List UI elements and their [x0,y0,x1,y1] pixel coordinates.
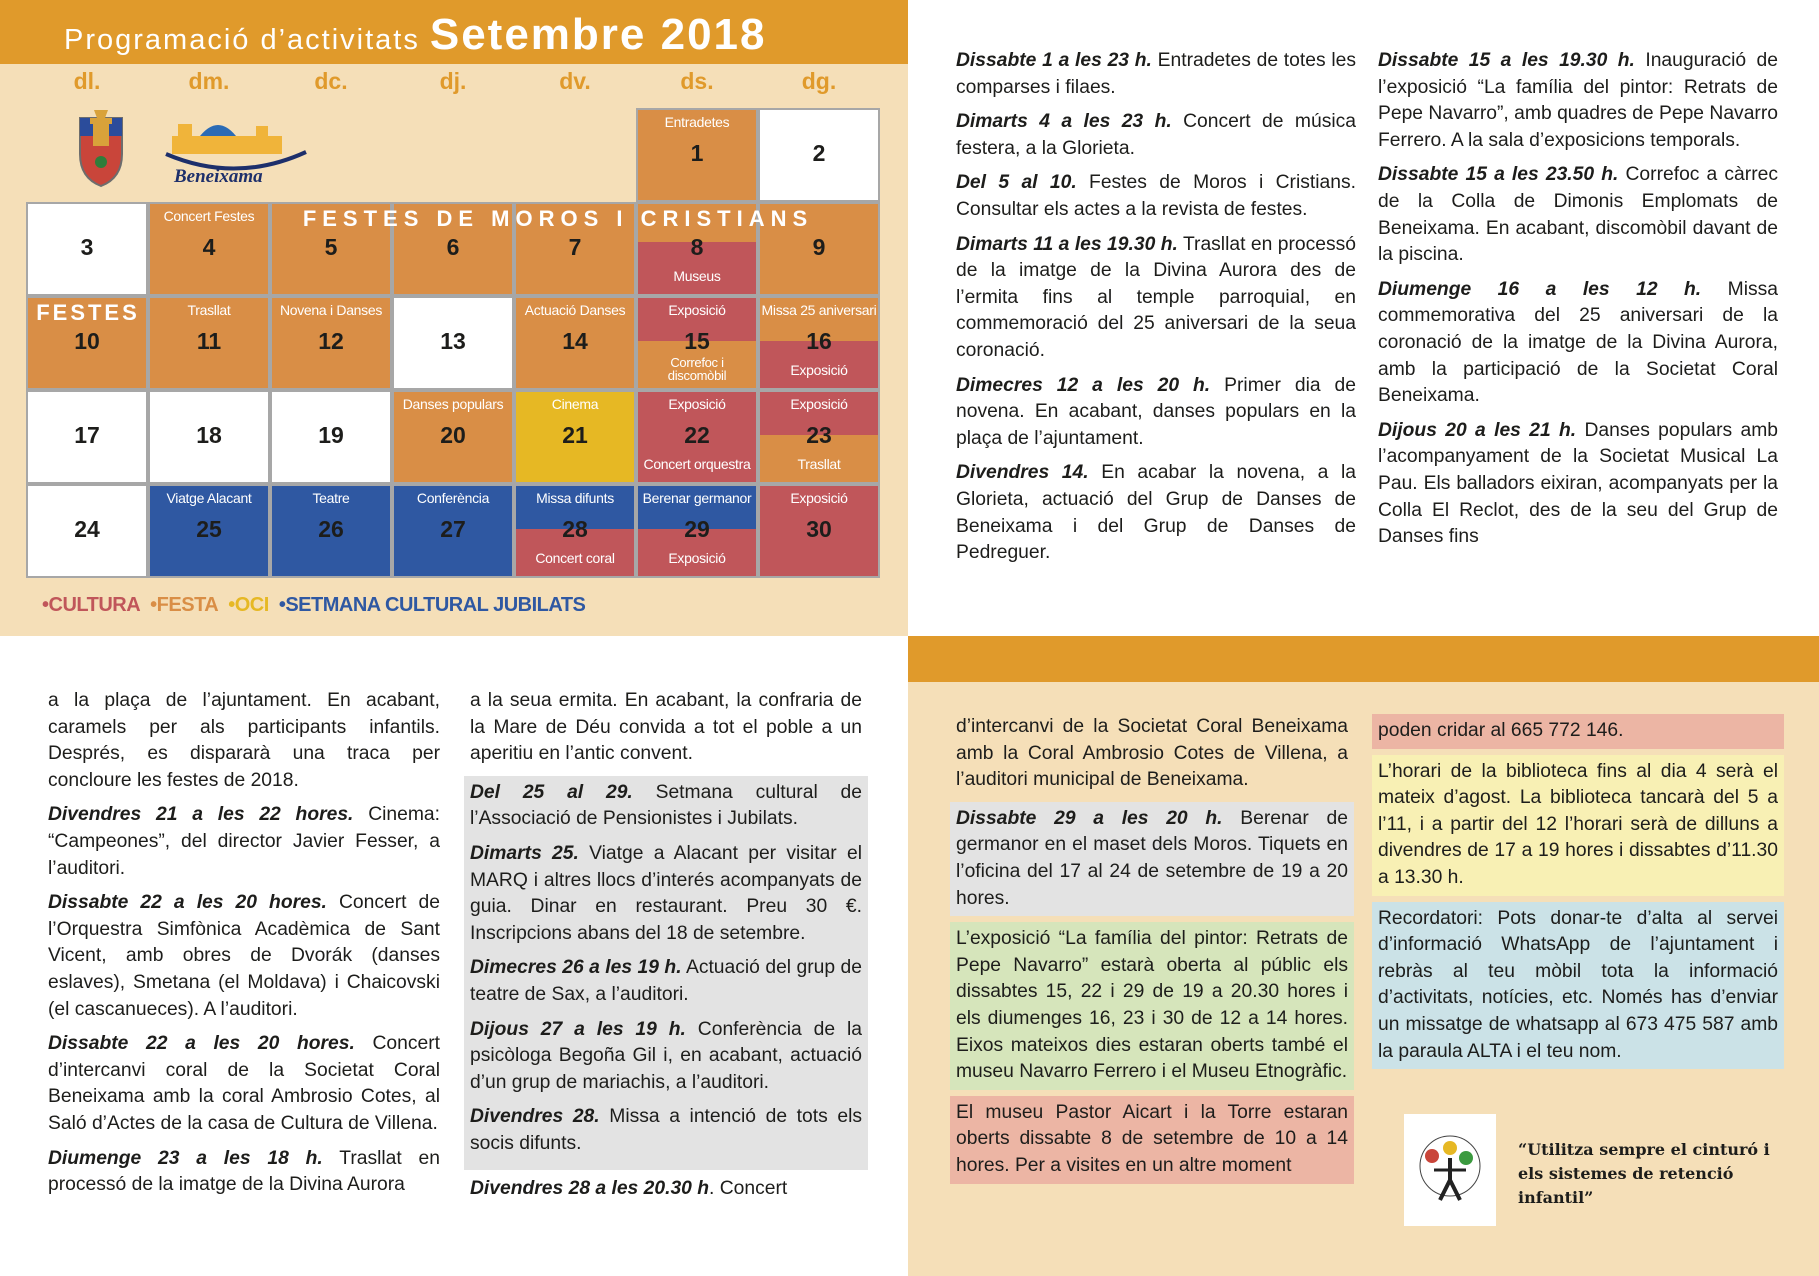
day-number: 17 [74,422,100,448]
whatsapp-box: Recordatori: Pots donar-te d’alta al servei d’informació WhatsApp de l’ajuntament i rebràs al teu mòbil tota la informació d’activitats, notícies, etc. Només has d’enviar un missatge de whatsapp al 673 475 587 amb la paraula ALTA i el teu nom. [1372,902,1784,1070]
event-date: Dimarts 4 a les 23 h. [956,111,1172,133]
event-text: Cinema: “Campeones”, del director Javier Fesser, a l’auditori. [48,804,440,879]
calendar-day-3 [26,202,148,296]
event-label-top: Cinema [551,396,599,412]
program-panel-top [908,0,1819,636]
day-number: 7 [568,234,582,260]
events-column-2 [1378,48,1778,559]
day-number: 20 [440,422,466,448]
event-label-top: Conferència [416,490,490,506]
events-column-1 [956,48,1356,575]
calendar-day-1 [636,108,758,202]
day-number: 22 [684,422,710,448]
calendar-panel [0,0,908,636]
day-number: 5 [324,234,338,260]
event-paragraph [48,1146,440,1199]
calendar-day-19 [270,390,392,484]
event-date: Dissabte 22 a les 20 hores. [48,892,327,914]
event-text: Concert d’intercanvi coral de la Societat Coral Beneixama amb la coral Ambrosio Cotes, al Saló d’Actes de la casa de Cultura de Villena. [48,1033,440,1134]
day-of-week-label: ds. [680,68,714,94]
event-label-top: Exposició [668,396,726,412]
day-number: 11 [196,328,222,354]
calendar-day-10 [26,296,148,390]
event-text: Conferència de la psicòloga Begoña Gil i, en acabant, actuació d’un grup de mariachis, a l’auditori. [470,1018,862,1093]
event-text: Entradetes de totes les comparses i filaes. [956,50,1356,98]
event-date: Del 25 al 29. [470,781,633,803]
calendar-day-11 [148,296,270,390]
calendar-day-15 [636,296,758,390]
calendar-day-25 [148,484,270,578]
event-paragraph [470,841,862,947]
event-paragraph [1378,162,1778,268]
day-number: 28 [562,516,588,542]
event-label-top: Missa 25 aniversari [761,302,877,318]
day-of-week-label: dg. [801,68,837,94]
event-paragraph [956,373,1356,453]
program-panel-bottom-left [0,636,908,1276]
event-label-top: Exposició [790,490,848,506]
event-paragraph [956,232,1356,365]
day-number: 3 [80,234,94,260]
events-column-4 [470,688,862,1210]
day-number: 16 [806,328,832,354]
event-label-bottom: Exposició [668,550,726,566]
event-paragraph [1378,277,1778,410]
event-text: Danses populars amb l’acompanyament de la Societat Musical La Pau. Els balladors eixiran, acompanyats per la Colla El Reclot, des de la seu del Grup de Danses fins [1378,419,1778,548]
event-paragraph [956,109,1356,162]
event-label-top: Viatge Alacant [166,490,252,506]
event-paragraph [470,1017,862,1097]
calendar-day-2 [758,108,880,202]
day-number: 15 [684,328,710,354]
event-paragraph [956,460,1356,566]
event-label-bottom: Trasllat [797,456,841,472]
day-number: 24 [74,516,100,542]
event-text: Missa commemorativa del 25 aniversari de la coronació de la imatge de la Divina Aurora, amb la participació de la Societat Coral Beneixama. [1378,278,1779,407]
day-number: 21 [562,422,588,448]
calendar-day-17 [26,390,148,484]
event-label-bottom: Concert orquestra [643,456,751,472]
event-paragraph [956,170,1356,223]
event-paragraph [956,48,1356,101]
day-number: 19 [318,422,344,448]
event-label-top: Exposició [790,396,848,412]
logos [70,108,340,198]
day-of-week-label: dm. [188,68,230,94]
coat-of-arms-icon [80,110,122,186]
event-label-bottom: Exposició [790,362,848,378]
day-number: 30 [806,516,832,542]
events-column-3 [48,688,440,1207]
exposicio-box: L’exposició “La família del pintor: Retrats de Pepe Navarro” estarà oberta al públic els dissabtes 15, 22 i 29 de 19 a 20.30 hores i els diumenges 16, 23 i 30 de 12 a 14 hores. Eixos mateixos dies estaran oberts també el museu Navarro Ferrero i el Museu Etnogràfic. [950,922,1354,1090]
calendar-day-27 [392,484,514,578]
event-date: Dissabte 15 a les 23.50 h. [1378,164,1619,186]
event-text: En acabar la novena, a la Glorieta, actuació del Grup de Danses de Beneixama i del Grup de Danses de Pedreguer. [956,462,1356,564]
day-number: 2 [812,140,826,166]
phone-box: poden cridar al 665 772 146. [1372,714,1784,749]
day-number: 1 [690,140,704,166]
calendar-day-20 [392,390,514,484]
calendar-day-29 [636,484,758,578]
event-label-bottom: Concert coral [535,550,615,566]
day-number: 10 [74,328,100,354]
event-text: Setmana cultural de l’Associació de Pensionistes i Jubilats. [470,781,862,830]
event-date: Dissabte 22 a les 20 hores. [48,1033,355,1055]
event-label-bottom: Museus [673,268,721,284]
calendar-day-26 [270,484,392,578]
event-label-top: Exposició [668,302,726,318]
event-date: Dissabte 15 a les 19.30 h. [1378,50,1635,71]
day-number: 14 [562,328,588,354]
legend [42,594,595,617]
seguridad-vial-icon [1404,1114,1496,1226]
event-date: Dimecres 26 a les 19 h. [470,957,682,979]
calendar-day-23 [758,390,880,484]
calendar-day-30 [758,484,880,578]
event-label-top: Danses populars [402,396,504,412]
events-column-5 [956,714,1348,1190]
event-label-top: Actuació Danses [524,302,626,318]
orange-bar [908,636,1819,682]
event-label-top: Missa difunts [536,490,614,506]
day-number: 13 [440,328,466,354]
event-paragraph [1378,418,1778,551]
event-date: Divendres 28. [470,1106,600,1128]
calendar-day-12 [270,296,392,390]
berenar-box [950,802,1354,916]
event-label-bottom: Correfoc i discomòbil [667,355,727,383]
event-label-top: Concert Festes [163,208,255,224]
event-text: Festes de Moros i Cristians. Consultar els actes a la revista de festes. [956,172,1356,220]
event-paragraph [470,955,862,1008]
title-month: Setembre 2018 [429,10,767,59]
day-number: 18 [196,422,222,448]
event-text: Concert de música festera, a la Glorieta. [956,111,1356,159]
event-date: Dijous 27 a les 19 h. [470,1018,686,1040]
event-paragraph [48,890,440,1023]
event-label-top: Berenar germanor [642,490,752,506]
day-number: 9 [812,234,826,260]
event-paragraph [48,1031,440,1137]
legend-item: •SETMANA CULTURAL JUBILATS [278,594,586,616]
event-text: Correfoc a càrrec de la Colla de Dimonis Emplomats de Beneixama. En acabant, discomòbil davant de la piscina. [1378,164,1778,266]
event-date: Dimecres 12 a les 20 h. [956,374,1211,396]
event-text: Primer dia de novena. En acabant, danses populars en la plaça de l’ajuntament. [956,374,1356,449]
day-number: 29 [684,516,710,542]
museu-box: El museu Pastor Aicart i la Torre estaran oberts dissabte 8 de setembre de 10 a 14 hores. Per a visites en un altre moment [950,1096,1354,1184]
event-label-top: Trasllat [187,302,231,318]
day-of-week-label: dj. [439,68,467,94]
event-label-top: Teatre [312,490,350,506]
calendar-day-13 [392,296,514,390]
day-number: 25 [196,516,222,542]
day-number: 23 [806,422,832,448]
event-text: a la plaça de l’ajuntament. En acabant, caramels per als participants infantils. Després, es dispararà una traca per concloure les festes de 2018. [48,690,440,791]
paragraph: d’intercanvi de la Societat Coral Beneixama amb la Coral Ambrosio Cotes de Villena, a l’auditori municipal de Beneixama. [956,716,1348,791]
day-number: 12 [318,328,344,354]
day-number: 6 [446,234,460,260]
calendar-day-16 [758,296,880,390]
legend-item: •OCI [228,594,269,616]
festes-banner: FESTES DE MOROS I CRISTIANS [302,206,814,231]
svg-text:Beneixama: Beneixama [174,166,263,187]
safety-quote: “Utilitza sempre el cinturó i els sistemes de retenció infantil” [1518,1140,1770,1207]
header-bar [0,0,908,64]
event-paragraph [48,802,440,882]
event-text: . Concert [709,1177,788,1199]
event-text: Berenar de germanor en el maset dels Moros. Tiquets en l’oficina del 17 al 24 de setembre de 19 a 20 hores. [956,807,1348,909]
calendar-day-28 [514,484,636,578]
event-date: Divendres 14. [956,462,1089,484]
day-number: 4 [202,234,216,260]
biblioteca-box: L’horari de la biblioteca fins al dia 4 serà el mateix d’agost. La biblioteca tancarà del 5 a l’11, i a partir del 12 l’horari serà de dilluns a divendres de 17 a 19 hores i dissabtes d’11.30 a 13.30 h. [1372,755,1784,896]
paragraph: a la seua ermita. En acabant, la confraria de la Mare de Déu convida a tot el poble a un aperitiu en l’antic convent. [470,690,862,765]
event-date: Diumenge 16 a les 12 h. [1378,278,1702,300]
title-main: Programació d’activitats [64,24,420,56]
jubilats-box [464,776,868,1170]
event-label-top: Novena i Danses [279,302,383,318]
calendar-day-4 [148,202,270,296]
calendar-day-14 [514,296,636,390]
event-text: Actuació del grup de teatre de Sax, a l’auditori. [470,957,862,1005]
event-paragraph [470,1104,862,1157]
legend-item: •CULTURA [42,594,141,616]
calendar-day-24 [26,484,148,578]
event-date: Dissabte 1 a les 23 h. [956,50,1152,71]
page-title [64,10,767,60]
calendar-day-21 [514,390,636,484]
event-date: Divendres 21 a les 22 hores. [48,804,354,826]
calendar-day-18 [148,390,270,484]
event-label-top: Entradetes [664,114,730,130]
event-text: Inauguració de l’exposició “La família del pintor: Retrats de Pepe Navarro”, amb quadres de Pepe Navarro Ferrero. A la sala d’exposicions temporals. [1378,50,1778,151]
event-date: Dimarts 11 a les 19.30 h. [956,233,1178,255]
day-of-week-label: dv. [559,68,591,94]
festes-label: FESTES [36,300,140,325]
seguridad-vial-logo [1404,1114,1496,1226]
event-date: Dimarts 25. [470,842,579,864]
event-date: Dissabte 29 a les 20 h. [956,807,1223,829]
beneixama-logo [70,108,340,198]
calendar-day-22 [636,390,758,484]
day-of-week-label: dl. [73,68,101,94]
event-text: Viatge a Alacant per visitar el MARQ i altres llocs d’interés acompanyats de guia. Dinar en restaurant. Preu 30 €. Inscripcions abans del 18 de setembre. [470,842,862,944]
event-text: Trasllat en processó de la imatge de la Divina Aurora [48,1147,441,1196]
event-date: Divendres 28 a les 20.30 h [470,1177,710,1199]
paragraph [470,1176,862,1203]
event-text: Trasllat en processó de la imatge de la Divina Aurora des de l’ermita fins al temple parroquial, en commemoració del 25 aniversari de la seua coronació. [956,233,1356,361]
event-date: Diumenge 23 a les 18 h. [48,1147,323,1169]
event-paragraph [1378,48,1778,154]
event-date: Dijous 20 a les 21 h. [1378,419,1577,441]
events-column-6 [1378,714,1778,1075]
event-paragraph [48,688,440,794]
legend-item: •FESTA [150,594,219,616]
event-date: Del 5 al 10. [956,172,1077,194]
event-text: Concert de l’Orquestra Simfònica Acadèmica de Sant Vicent, amb obres de Dvorák (danses eslaves), Smetana (el Moldava) i Chaicovski (el cascanueces). A l’auditori. [48,892,440,1020]
day-of-week-label: dc. [314,68,348,94]
day-number: 8 [690,234,704,260]
day-number: 26 [318,516,344,542]
event-text: Missa a intenció de tots els socis difunts. [470,1106,862,1154]
day-number: 27 [440,516,466,542]
event-paragraph [470,780,862,833]
town-logo-icon [166,124,306,169]
